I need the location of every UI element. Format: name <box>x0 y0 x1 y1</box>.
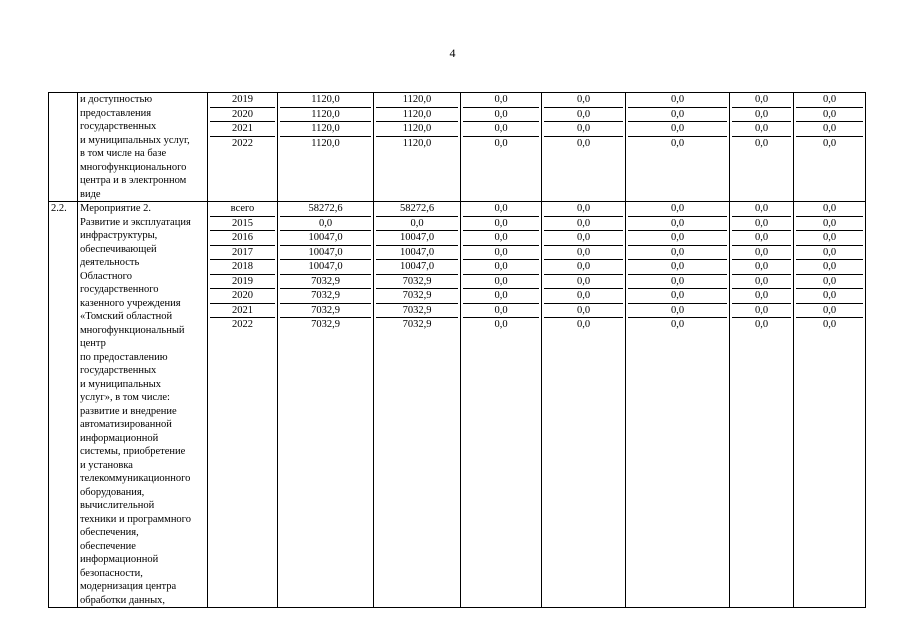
description-line: услуг», в том числе: <box>80 392 170 403</box>
cell-value: 1120,0 <box>311 137 340 149</box>
description-line: «Томский областной <box>80 311 173 322</box>
cell-value: 0,0 <box>463 304 539 319</box>
cell-value: 2020 <box>210 289 275 304</box>
cell-value: 0,0 <box>732 93 791 108</box>
value-column-6 <box>730 202 794 608</box>
description-line: обработки данных, <box>80 594 166 606</box>
cell-value: 0,0 <box>796 217 863 232</box>
description-line: Областного <box>80 270 132 282</box>
cell-value: 0,0 <box>544 231 623 246</box>
cell-value: 0,0 <box>796 231 863 246</box>
cell-value: 0,0 <box>796 202 863 217</box>
cell-value: 2022 <box>232 319 253 330</box>
cell-value: 0,0 <box>463 108 539 123</box>
description-line: развитие и внедрение <box>80 405 177 417</box>
cell-value: 2022 <box>232 137 253 149</box>
cell-value: 0,0 <box>576 137 591 149</box>
description-line: Мероприятие 2. <box>80 203 152 214</box>
cell-value: 0,0 <box>822 137 837 149</box>
description-line: автоматизированной <box>80 419 172 430</box>
cell-value: 0,0 <box>732 304 791 319</box>
cell-value: 58272,6 <box>280 202 371 217</box>
cell-value: 2018 <box>210 260 275 275</box>
cell-value: 1120,0 <box>280 108 371 123</box>
cell-value: 0,0 <box>628 108 727 123</box>
cell-value: 0,0 <box>822 319 837 330</box>
cell-value: 2016 <box>210 231 275 246</box>
cell-value: 0,0 <box>544 246 623 261</box>
description-line: виде <box>80 188 101 200</box>
cell-value: 0,0 <box>544 108 623 123</box>
description-line: инфраструктуры, <box>80 230 158 241</box>
value-column-2 <box>374 202 461 608</box>
value-column-7 <box>794 202 866 608</box>
description-line: центра и в электронном <box>80 175 187 186</box>
cell-value: 0,0 <box>463 217 539 232</box>
value-column-2 <box>374 93 461 202</box>
row-index <box>49 93 78 202</box>
cell-value: 0,0 <box>628 289 727 304</box>
cell-value: 2021 <box>210 304 275 319</box>
cell-value: 0,0 <box>732 246 791 261</box>
cell-value: 0,0 <box>732 289 791 304</box>
description-line: предоставления <box>80 107 152 119</box>
description-line: и муниципальных услуг, <box>80 134 190 146</box>
cell-value: 7032,9 <box>280 289 371 304</box>
description-line: казенного учреждения <box>80 297 181 309</box>
cell-value: 2020 <box>210 108 275 123</box>
description-line: и установка <box>80 459 133 471</box>
cell-value: 0,0 <box>628 217 727 232</box>
cell-value: 0,0 <box>544 304 623 319</box>
cell-value: 0,0 <box>628 260 727 275</box>
cell-value: 10047,0 <box>280 246 371 261</box>
description-line: оборудования, <box>80 486 145 498</box>
cell-value: 7032,9 <box>376 289 458 304</box>
cell-value: 1120,0 <box>376 122 458 137</box>
description-line: многофункционального <box>80 161 187 173</box>
cell-value: 0,0 <box>732 122 791 137</box>
budget-table <box>48 92 866 608</box>
cell-value: 7032,9 <box>376 304 458 319</box>
cell-value: 0,0 <box>494 137 508 149</box>
cell-value: 0,0 <box>628 122 727 137</box>
page-number: 4 <box>449 46 456 60</box>
cell-value: 0,0 <box>754 319 769 330</box>
description-line: государственных <box>80 121 157 132</box>
cell-value: 1120,0 <box>376 108 458 123</box>
value-column-6 <box>730 93 794 202</box>
cell-value: 7032,9 <box>402 319 432 330</box>
cell-value: 0,0 <box>544 260 623 275</box>
description-line: системы, приобретение <box>80 446 186 457</box>
cell-value: 0,0 <box>732 217 791 232</box>
description-line: телекоммуникационного <box>80 473 191 484</box>
cell-value: 0,0 <box>463 202 539 217</box>
cell-value: 2019 <box>210 93 275 108</box>
cell-value: 0,0 <box>544 202 623 217</box>
description-line: обеспечивающей <box>80 243 157 255</box>
value-column-4 <box>542 202 626 608</box>
description-line: вычислительной <box>80 500 155 511</box>
cell-value: 58272,6 <box>376 202 458 217</box>
cell-value: 0,0 <box>628 246 727 261</box>
description-line: безопасности, <box>80 567 143 579</box>
description-line: модернизация центра <box>80 581 177 592</box>
value-column-5 <box>626 202 730 608</box>
cell-value: 0,0 <box>796 122 863 137</box>
year-column <box>208 93 278 202</box>
cell-value: 2015 <box>210 217 275 232</box>
cell-value: 0,0 <box>796 304 863 319</box>
row-description <box>78 93 208 202</box>
cell-value: 0,0 <box>628 304 727 319</box>
cell-value: 0,0 <box>544 289 623 304</box>
description-line: государственных <box>80 365 157 376</box>
cell-value: 2021 <box>210 122 275 137</box>
year-column <box>208 202 278 608</box>
cell-value: 7032,9 <box>280 275 371 290</box>
description-line: в том числе на базе <box>80 148 167 159</box>
cell-value: 1120,0 <box>402 137 432 149</box>
value-column-3 <box>461 202 542 608</box>
cell-value: 0,0 <box>796 93 863 108</box>
description-line: деятельность <box>80 257 140 268</box>
cell-value: 0,0 <box>628 231 727 246</box>
total-column <box>278 202 374 608</box>
table-row <box>49 202 866 608</box>
cell-value: 0,0 <box>576 319 591 330</box>
cell-value: 0,0 <box>280 217 371 232</box>
description-line: информационной <box>80 554 159 565</box>
cell-value: 2019 <box>210 275 275 290</box>
table-row <box>49 93 866 202</box>
cell-value: 0,0 <box>796 289 863 304</box>
description-line: многофункциональный <box>80 324 185 336</box>
description-line: и муниципальных <box>80 378 161 390</box>
cell-value: 0,0 <box>670 137 685 149</box>
row-index: 2.2. <box>49 202 78 608</box>
cell-value: 7032,9 <box>376 275 458 290</box>
cell-value: 1120,0 <box>280 93 371 108</box>
cell-value: 0,0 <box>732 202 791 217</box>
cell-value: 7032,9 <box>280 304 371 319</box>
cell-value: 0,0 <box>463 93 539 108</box>
description-line: техники и программного <box>80 513 191 525</box>
cell-value: 0,0 <box>544 275 623 290</box>
cell-value: 0,0 <box>670 319 685 330</box>
cell-value: 2017 <box>210 246 275 261</box>
value-column-4 <box>542 93 626 202</box>
cell-value: 10047,0 <box>376 260 458 275</box>
cell-value: 0,0 <box>628 93 727 108</box>
cell-value: 0,0 <box>544 122 623 137</box>
value-column-7 <box>794 93 866 202</box>
cell-value: 10047,0 <box>280 231 371 246</box>
cell-value: 0,0 <box>732 260 791 275</box>
description-line: центр <box>80 338 106 349</box>
cell-value: 0,0 <box>732 275 791 290</box>
description-line: обеспечение <box>80 540 136 552</box>
cell-value: 1120,0 <box>376 93 458 108</box>
cell-value: 0,0 <box>732 108 791 123</box>
description-line: информационной <box>80 432 159 444</box>
cell-value: 0,0 <box>754 137 769 149</box>
value-column-5 <box>626 93 730 202</box>
description-line: государственного <box>80 284 159 295</box>
description-line: Развитие и эксплуатация <box>80 216 191 228</box>
description-line: по предоставлению <box>80 351 168 363</box>
cell-value: 0,0 <box>376 217 458 232</box>
cell-value: 0,0 <box>544 93 623 108</box>
cell-value: 0,0 <box>463 231 539 246</box>
description-line: и доступностью <box>80 94 153 105</box>
cell-value: 0,0 <box>463 260 539 275</box>
cell-value: 0,0 <box>544 217 623 232</box>
value-column-3 <box>461 93 542 202</box>
description-line: обеспечения, <box>80 527 139 538</box>
cell-value: всего <box>210 202 275 217</box>
cell-value: 0,0 <box>463 246 539 261</box>
cell-value: 10047,0 <box>376 246 458 261</box>
row-description <box>78 202 208 608</box>
cell-value: 0,0 <box>796 260 863 275</box>
cell-value: 0,0 <box>463 275 539 290</box>
cell-value: 0,0 <box>796 275 863 290</box>
cell-value: 1120,0 <box>280 122 371 137</box>
cell-value: 0,0 <box>732 231 791 246</box>
cell-value: 10047,0 <box>280 260 371 275</box>
cell-value: 7032,9 <box>311 319 340 330</box>
cell-value: 0,0 <box>796 246 863 261</box>
cell-value: 0,0 <box>463 122 539 137</box>
cell-value: 0,0 <box>628 275 727 290</box>
cell-value: 10047,0 <box>376 231 458 246</box>
cell-value: 0,0 <box>628 202 727 217</box>
cell-value: 0,0 <box>494 319 508 330</box>
total-column <box>278 93 374 202</box>
cell-value: 0,0 <box>463 289 539 304</box>
cell-value: 0,0 <box>796 108 863 123</box>
